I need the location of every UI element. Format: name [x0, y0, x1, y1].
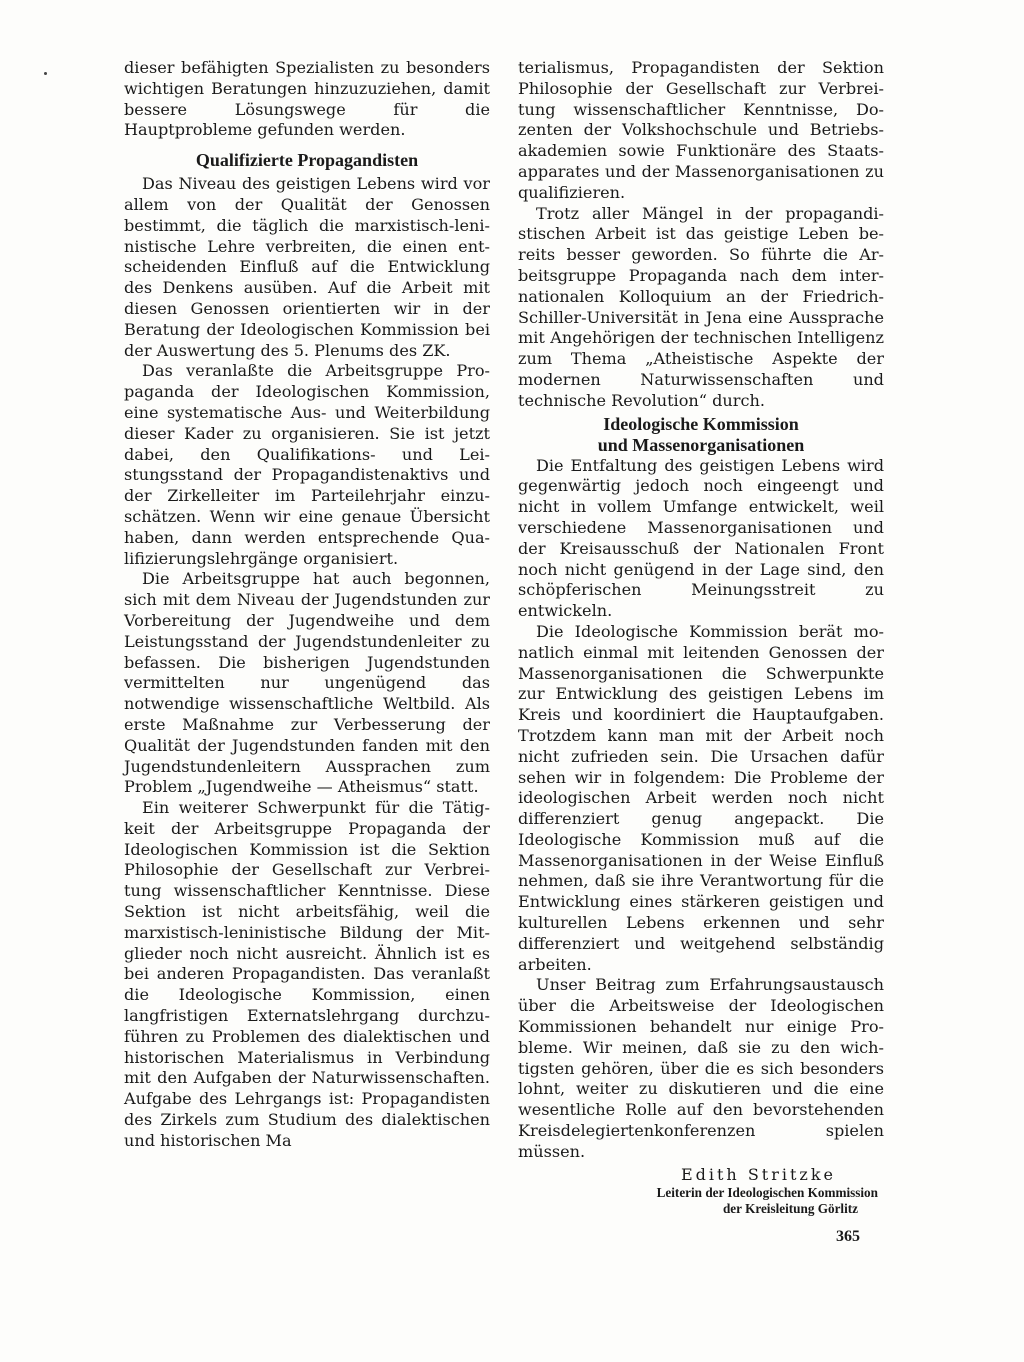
paragraph: Ein weiterer Schwerpunkt für die Tätigkeit der Arbeitsgruppe Propaganda der Ideologischen Kommission ist die Sektion Philosophie der Gesellschaft zur Verbreitung wissenschaftlicher Kenntnisse. Diese Sektion ist nicht arbeitsfähig, weil die marxistisch-leninistische Bildung der Mitglieder noch nicht ausreicht. Ähnlich ist es bei anderen Propagandisten. Das veranlaßt die Ideologische Kommission, einen langfristigen Externatslehrgang durchzuführen zu Problemen des dialektischen und historischen Materialismus in Verbindung mit den Aufgaben der Naturwissenschaften. Aufgabe des Lehrgangs ist: Propagandisten des Zirkels zum Studium des dialektischen und historischen Ma [124, 798, 490, 1150]
section-heading: Qualifizierte Propagandisten [195, 150, 419, 171]
affiliation-line: der Kreisleitung Görlitz [722, 1200, 858, 1216]
paragraph: Die Arbeitsgruppe hat auch begonnen, sich mit dem Niveau der Jugendstunden zur Vorbereitung der Jugendweihe und dem Leistungsstand der Jugendstundenleiter zu befassen. Die bisherigen Jugendstunden vermittelten nur ungenügend das notwendige wissenschaftliche Weltbild. Als erste Maßnahme zur Verbesserung der Qualität der Jugendstunden fanden mit den Jugendstundenleitern Aussprachen zum Problem „Jugendweihe — Atheismus“ statt. [124, 569, 490, 797]
section-heading [518, 414, 884, 456]
paragraph: terialismus, Propagandisten der Sektion Philosophie der Gesellschaft zur Verbreitung wissenschaftlicher Kenntnisse, Dozenten der Volkshochschule und Betriebsakademien sowie Funktionäre des Staatsapparates und der Massenorganisationen zu qualifizieren. [518, 58, 884, 202]
paragraph: Die Entfaltung des geistigen Lebens wird gegenwärtig jedoch noch eingeengt und nicht in vollem Umfange entwickelt, weil verschiedene Massenorganisationen und der Kreisausschuß der Nationalen Front noch nicht genügend in der Lage sind, den schöpferischen Meinungsstreit zu entwickeln. [518, 455, 884, 621]
author-affiliation [518, 1185, 884, 1217]
scan-speck [44, 72, 47, 75]
paragraph: Das veranlaßte die Arbeitsgruppe Propaganda der Ideologischen Kommission, eine systematische Aus- und Weiterbildung dieser Kader zu organisieren. Sie ist jetzt dabei, den Qualifikations- und Leistungsstand der Propagandistenaktivs und der Zirkelleiter im Parteilehrjahr einzuschätzen. Wenn wir eine genaue Übersicht haben, dann werden entsprechende Qualifizierungslehrgänge organisiert. [124, 361, 490, 568]
paragraph: Trotz aller Mängel in der propagandistischen Arbeit ist das geistige Leben bereits besser geworden. So führte die Arbeitsgruppe Propaganda nach dem internationalen Kolloquium an der Friedrich-Schiller-Universität in Jena eine Aussprache mit Angehörigen der technischen Intelligenz zum Thema „Atheistische Aspekte der modernen Naturwissenschaften und technische Revolution“ durch. [518, 203, 884, 410]
affiliation-line: Leiterin der Ideologischen Kommission [656, 1184, 878, 1200]
heading-line: und Massenorganisationen [597, 434, 805, 455]
paragraph: Das Niveau des geistigen Lebens wird vor allem von der Qualität der Genossen bestimmt, die täglich die marxistisch-leninistische Lehre verbreiten, die einen entscheidenden Einfluß auf die Entwicklung des Denkens ausüben. Auf die Arbeit mit diesen Genossen orientierten wir in der Beratung der Ideologischen Kommission bei der Auswertung des 5. Plenums des ZK. [124, 174, 490, 360]
heading-line: Ideologische Kommission [603, 413, 799, 434]
left-column [124, 58, 490, 1152]
paragraph: Unser Beitrag zum Erfahrungsaustausch über die Arbeitsweise der Ideologischen Kommissionen behandelt nur einige Probleme. Wir meinen, daß sie zu den wichtigsten gehören, über die es sich besonders lohnt, weiter zu diskutieren und die eine wesentliche Rolle auf den bevorstehenden Kreisdelegiertenkonferenzen spielen müssen. [518, 975, 884, 1161]
page-number: 365 [836, 1228, 860, 1245]
author-name: Edith Stritzke [680, 1164, 836, 1184]
paragraph: dieser befähigten Spezialisten zu besonders wichtigen Beratungen hinzuzuziehen, damit bessere Lösungswege für die Hauptprobleme gefunden werden. [124, 58, 490, 140]
paragraph: Die Ideologische Kommission berät monatlich einmal mit leitenden Genossen der Massenorganisationen die Schwerpunkte zur Entwicklung des geistigen Lebens im Kreis und koordiniert die Hauptaufgaben. Trotzdem kann man mit der Arbeit noch nicht zufrieden sein. Die Ursachen dafür sehen wir in folgendem: Die Probleme der ideologischen Arbeit werden noch nicht differenziert genug angepackt. Die Ideologische Kommission muß auf die Massenorganisationen in der Weise Einfluß nehmen, daß sie ihre Verantwortung für die Entwicklung eines stärkeren geistigen und kulturellen Lebens erkennen und sehr differenziert und weitgehend selbständig arbeiten. [518, 621, 884, 974]
right-column [518, 58, 884, 1217]
